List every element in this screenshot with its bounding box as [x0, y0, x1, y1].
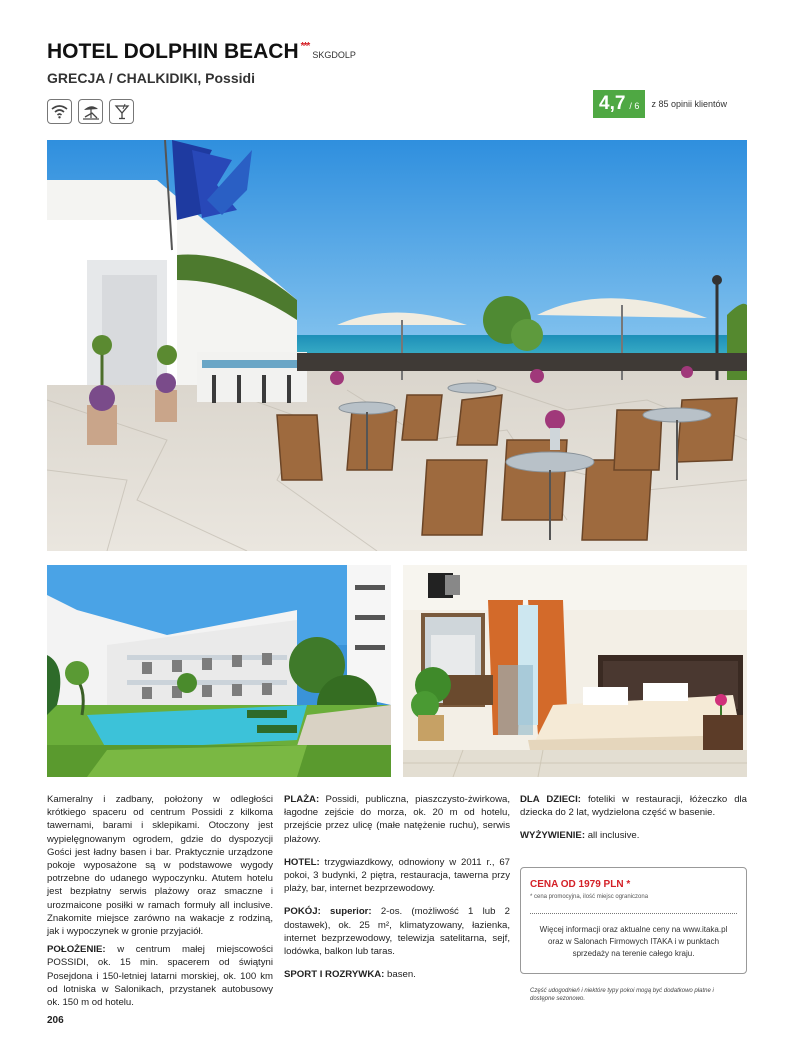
room-label: POKÓJ:	[284, 906, 321, 918]
photo-hotel-room	[403, 565, 747, 777]
column-description	[47, 793, 273, 1009]
kids-label: DLA DZIECI:	[520, 794, 581, 805]
hotel-code: SKGDOLP	[312, 50, 356, 60]
location-country: GRECJA / CHALKIDIKI,	[47, 70, 202, 86]
price-from: CENA OD 1979 PLN *	[530, 879, 631, 890]
kids-text: foteliki w restauracji, łóżeczko dla dziecka do 2 lat, wydzielona część w basenie.	[520, 794, 748, 819]
location-text: w centrum małej miejscowości POSSIDI, ok. 15 min. spacerem od świątyni Posejdona i 150-letniej latarni morskiej, ok. 100 km od lotniska w Salonikach, przystanek autobusowy ok. 150 m od hotelu.	[47, 944, 273, 1009]
rating-value: 4,7	[599, 93, 626, 114]
beach-paragraph	[284, 793, 510, 846]
star-rating: ***	[300, 41, 310, 52]
location-label: POŁOŻENIE:	[47, 944, 106, 956]
hotel-paragraph	[284, 856, 510, 896]
hotel-intro: Kameralny i zadbany, położony w odległości krótkiego spaceru od centrum Possidi z kilkoma tawernami, barami i sklepikami. Otoczony jest wypielęgnowanym ogrodem, gdzie do dyspozycji Gości jest ładny basen i bar. Praktycznie urządzone pokoje wyposażone są w podstawowe wygody potrzebne do udanego wypoczynku. Atutem hotelu jest bezpłatny serwis plażowy oraz smaczne i urozmaicone posiłki w ramach formuły all inclusive. Znakomite miejsce zarówno na wakacje z rodziną, jak i wypoczynek w gronie przyjaciół.	[47, 794, 273, 938]
room-sublabel: superior:	[320, 906, 372, 918]
sport-paragraph	[284, 968, 510, 981]
price-note: * cena promocyjna, ilość miejsc ograniczona	[530, 894, 649, 900]
column-details	[284, 793, 510, 981]
board-label: WYŻYWIENIE:	[520, 830, 586, 842]
location-paragraph	[47, 943, 273, 1009]
beach-text: Possidi, publiczna, piaszczysto-żwirkowa, łagodne zejście do morza, ok. 20 m od hotelu, przejście przez ulicę (małe natężenie ruchu), serwis plażowy.	[284, 794, 510, 845]
customer-rating	[593, 90, 727, 118]
hotel-label: HOTEL:	[284, 856, 320, 868]
board-text: all inclusive.	[585, 830, 640, 842]
beach-umbrella-icon	[78, 99, 103, 124]
hotel-name: HOTEL DOLPHIN BEACH	[47, 40, 299, 63]
wifi-icon	[47, 99, 72, 124]
sport-text: basen.	[384, 969, 416, 981]
room-paragraph	[284, 905, 510, 958]
rating-reviews: z 85 opinii klientów	[651, 99, 727, 109]
room-text: 2-os. (możliwość 1 lub 2 dostawek), ok. 25 m², klimatyzowany, łazienka, internet bezprzewodowy, telewizja satelitarna, sejf, lodówka, balkon lub taras.	[284, 906, 510, 958]
beach-label: PLAŻA:	[284, 794, 320, 805]
main-photo-terrace	[47, 140, 747, 551]
sport-label: SPORT I ROZRYWKA:	[284, 969, 385, 981]
hotel-text: trzygwiazdkowy, odnowiony w 2011 r., 67 pokoi, 3 budynki, 2 piętra, restauracja, tawerna przy plaży, bar, internet bezprzewodowy.	[284, 856, 510, 895]
footnote: Część udogodnień i niektóre typy pokoi mogą być dodatkowo płatne i dostępne sezonowo.	[530, 988, 714, 1002]
photo-pool-building	[47, 565, 391, 777]
column-extras	[520, 793, 747, 843]
rating-badge	[593, 90, 645, 118]
board-paragraph	[520, 829, 747, 842]
price-info: Więcej informacji oraz aktualne ceny na www.itaka.pl oraz w Salonach Firmowych ITAKA i w punktach sprzedaży na terenie całego kraju.	[539, 925, 728, 958]
amenity-icons	[47, 99, 134, 124]
cocktail-icon	[109, 99, 134, 124]
kids-paragraph	[520, 793, 747, 819]
rating-scale: / 6	[629, 101, 640, 111]
price-box	[520, 867, 747, 974]
hotel-location	[47, 70, 255, 86]
hotel-title	[47, 40, 356, 64]
page-number: 206	[47, 1015, 64, 1026]
location-place: Possidi	[205, 70, 255, 86]
price-divider	[530, 913, 737, 914]
